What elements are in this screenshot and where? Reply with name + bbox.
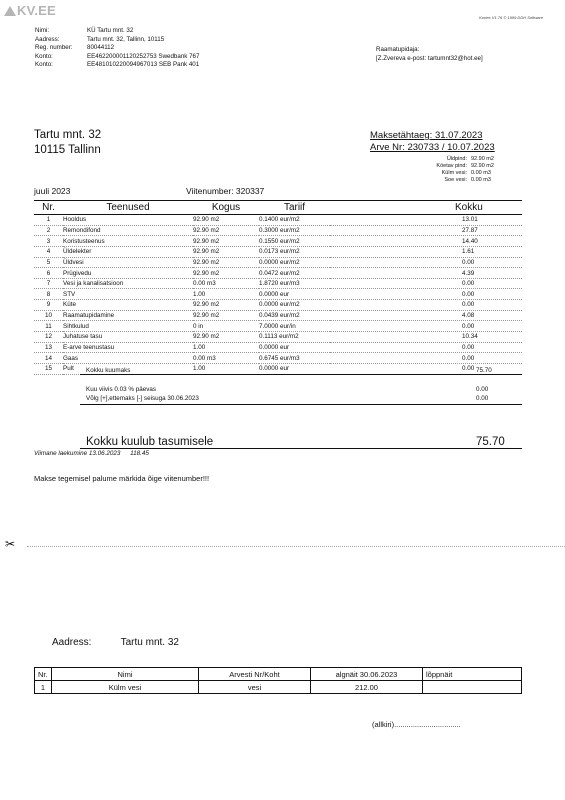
- last-payment-value: 118.45: [130, 450, 149, 457]
- row-qty: 92.90 m2: [193, 300, 259, 311]
- row-nr: 12: [34, 332, 63, 343]
- row-service: Vesi ja kanalisatsioon: [63, 278, 193, 289]
- row-rate-value: 0.1400: [259, 216, 279, 224]
- payer-row: [35, 27, 199, 36]
- payer-row: [35, 53, 199, 62]
- row-total: 4.08: [330, 310, 522, 321]
- row-nr: 15: [34, 363, 63, 374]
- table-row: [34, 236, 522, 247]
- meter-start: 212.00: [311, 681, 423, 694]
- col-nr: Nr.: [34, 201, 63, 215]
- row-rate-value: 0.0000: [259, 290, 279, 298]
- row-rate: [259, 310, 330, 321]
- table-row: [34, 246, 522, 257]
- area-row: [401, 170, 511, 177]
- meter-nr: 1: [35, 681, 52, 694]
- row-total: 1.61: [330, 246, 522, 257]
- row-rate-unit: eur: [280, 365, 290, 373]
- meter-id: vesi: [199, 681, 311, 694]
- row-rate: [259, 246, 330, 257]
- row-rate: [259, 321, 330, 332]
- row-qty: 92.90 m2: [193, 215, 259, 226]
- row-rate-value: 0.3000: [259, 226, 279, 234]
- payer-value: KÜ Tartu mnt. 32: [87, 27, 134, 34]
- row-service: Koristusteenus: [63, 236, 193, 247]
- row-service: Üldelekter: [63, 246, 193, 257]
- area-row: [401, 156, 511, 163]
- row-service: Hooldus: [63, 215, 193, 226]
- monthly-total: [80, 367, 522, 375]
- accountant-title: Raamatupidaja:: [376, 46, 420, 53]
- row-total: 0.00: [330, 342, 522, 353]
- row-service: Raamatupidamine: [63, 310, 193, 321]
- row-total: 0.00: [330, 257, 522, 268]
- penalty-label: Kuu viivis 0.03 % päevas: [86, 386, 157, 393]
- services-table: [34, 200, 522, 375]
- row-service: Prügivedu: [63, 268, 193, 279]
- area-label: Üldpind:: [446, 156, 467, 162]
- row-qty: 92.90 m2: [193, 332, 259, 343]
- payer-label: Nimi:: [35, 27, 50, 34]
- accountant-contact: [Z.Zvereva e-post: tartumnt32@hot.ee]: [376, 54, 483, 62]
- meter-col-nr: Nr.: [35, 668, 52, 681]
- meter-table: [34, 667, 522, 694]
- row-total: 13.01: [330, 215, 522, 226]
- row-rate-value: 0.0000: [259, 301, 279, 309]
- table-row: [34, 257, 522, 268]
- row-total: 4.39: [330, 268, 522, 279]
- row-rate-unit: eur/m2: [280, 248, 300, 256]
- table-header: [34, 201, 522, 215]
- row-rate-value: 0.0000: [259, 344, 279, 351]
- address-line-1: Tartu mnt. 32: [34, 129, 102, 141]
- row-qty: 1.00: [193, 363, 259, 374]
- table-row: [34, 353, 522, 364]
- payer-label: Konto:: [35, 52, 53, 60]
- grand-total-label: Kokku kuulub tasumisele: [86, 436, 214, 448]
- row-total: 0.00: [330, 321, 522, 332]
- row-qty: 92.90 m2: [193, 257, 259, 268]
- meter-col-name: Nimi: [52, 668, 199, 681]
- row-rate: [259, 268, 330, 279]
- row-total: 10.34: [330, 332, 522, 343]
- due-date: Maksetähtaeg: 31.07.2023: [370, 130, 483, 141]
- software-version: Kortex V1.76 © 1999 DDH Software: [479, 15, 543, 20]
- row-total: 0.00: [330, 353, 522, 364]
- row-nr: 7: [34, 278, 63, 289]
- grand-total: [80, 436, 522, 449]
- meter-col-end: lõppnäit: [423, 668, 522, 681]
- area-value: 0.00 m3: [471, 169, 491, 176]
- meter-header: [35, 668, 522, 681]
- area-value: 92.90 m2: [471, 156, 494, 162]
- meter-address-label: Aadress:: [52, 637, 92, 648]
- row-rate: [259, 342, 330, 353]
- payer-value: 80044112: [87, 44, 115, 52]
- row-rate-value: 0.6745: [259, 354, 279, 362]
- row-rate: [259, 236, 330, 247]
- row-total: 0.00: [330, 363, 522, 374]
- col-qty: Kogus: [193, 201, 259, 215]
- row-rate-unit: eur/m2: [280, 269, 300, 277]
- reference-number: Viitenumber: 320337: [186, 186, 265, 196]
- last-payment-label: Viimane laekumine 13.06.2023: [34, 450, 121, 457]
- meter-col-start: algnäit 30.06.2023: [311, 668, 423, 681]
- recipient-address: [34, 128, 101, 157]
- debt-label: Võlg [+],ettemaks [-] seisuga 30.06.2023: [86, 395, 199, 402]
- payer-info: [35, 27, 199, 70]
- area-value: 92.90 m2: [471, 162, 494, 169]
- row-rate-value: 7.0000: [259, 322, 279, 330]
- row-total: 27.87: [330, 225, 522, 236]
- row-qty: 1.00: [193, 289, 259, 300]
- area-row: [401, 177, 511, 184]
- meter-slip-address: [52, 637, 179, 648]
- table-row: [34, 289, 522, 300]
- row-rate-unit: eur/m2: [280, 312, 300, 320]
- row-rate-unit: eur: [280, 344, 290, 351]
- row-qty: 92.90 m2: [193, 225, 259, 236]
- area-summary: [401, 156, 511, 184]
- row-nr: 6: [34, 268, 63, 279]
- row-nr: 9: [34, 300, 63, 311]
- area-label: Külm vesi:: [441, 169, 467, 176]
- row-total: 0.00: [330, 278, 522, 289]
- row-nr: 14: [34, 353, 63, 364]
- row-qty: 0.00 m3: [193, 353, 259, 364]
- row-rate-value: 1.8720: [259, 280, 279, 288]
- row-rate-value: 0.0439: [259, 312, 279, 320]
- row-rate-unit: eur/m3: [280, 354, 300, 362]
- row-total: 0.00: [330, 289, 522, 300]
- row-nr: 2: [34, 225, 63, 236]
- due-info: [370, 130, 504, 153]
- monthly-total-label: Kokku kuumaks: [86, 367, 131, 374]
- row-nr: 8: [34, 289, 63, 300]
- row-rate-value: 0.0000: [259, 365, 279, 373]
- row-service: Remondifond: [63, 225, 193, 236]
- table-row: [34, 215, 522, 226]
- grand-total-value: 75.70: [476, 436, 505, 448]
- scissors-icon: ✂: [5, 537, 16, 551]
- table-row: [34, 268, 522, 279]
- meter-col-meter: Arvesti Nr/Koht: [199, 668, 311, 681]
- billing-period: juuli 2023: [34, 186, 71, 196]
- row-rate: [259, 257, 330, 268]
- col-total: Kokku: [330, 201, 522, 215]
- row-rate: [259, 289, 330, 300]
- table-row: [34, 321, 522, 332]
- row-rate-unit: eur/m2: [280, 226, 300, 234]
- meter-end-input[interactable]: [423, 681, 522, 694]
- last-payment: [34, 450, 149, 457]
- row-service: STV: [63, 289, 193, 300]
- table-row: [34, 278, 522, 289]
- payer-row: [35, 36, 199, 45]
- accountant-info: [376, 46, 483, 63]
- row-service: Üldvesi: [63, 257, 193, 268]
- row-service: Küte: [63, 300, 193, 311]
- payer-label: Konto:: [35, 61, 53, 69]
- row-rate-value: 0.1550: [259, 237, 279, 245]
- payer-row: [35, 44, 199, 53]
- row-rate-value: 0.0173: [259, 248, 279, 256]
- penalty-value: 0.00: [476, 386, 489, 393]
- area-label: Köetav pind:: [436, 162, 467, 169]
- row-total: 0.00: [330, 300, 522, 311]
- row-rate-unit: eur/m2: [280, 216, 300, 224]
- payer-label: Aadress:: [35, 35, 60, 43]
- row-qty: 92.90 m2: [193, 268, 259, 279]
- area-value: 0.00 m3: [471, 176, 491, 183]
- row-rate: [259, 225, 330, 236]
- payment-note: Makse tegemisel palume märkida õige viitenumber!!!: [34, 474, 210, 483]
- row-rate: [259, 278, 330, 289]
- col-rate: Tariif: [259, 201, 330, 215]
- row-nr: 10: [34, 310, 63, 321]
- row-qty: 92.90 m2: [193, 236, 259, 247]
- row-qty: 0.00 m3: [193, 278, 259, 289]
- penalty-row: [80, 386, 522, 395]
- row-service: Pult: [63, 363, 193, 374]
- row-rate-unit: eur/in: [280, 322, 296, 330]
- table-row: [34, 300, 522, 311]
- meter-name: Külm vesi: [52, 681, 199, 694]
- dotted-divider: [27, 546, 565, 547]
- row-rate-value: 0.0472: [259, 269, 279, 277]
- cut-line: [0, 537, 565, 551]
- row-qty: 92.90 m2: [193, 246, 259, 257]
- row-rate-unit: eur/m2: [280, 258, 300, 266]
- row-rate-unit: eur: [280, 290, 290, 298]
- debt-row: [80, 395, 522, 405]
- monthly-total-value: 75.70: [476, 367, 492, 374]
- row-service: Sihtkulud: [63, 321, 193, 332]
- row-total: 14.40: [330, 236, 522, 247]
- table-row: [34, 332, 522, 343]
- row-qty: 92.90 m2: [193, 310, 259, 321]
- row-rate-unit: eur/m3: [280, 280, 300, 288]
- meter-address-value: Tartu mnt. 32: [120, 637, 179, 648]
- row-nr: 1: [34, 215, 63, 226]
- row-rate-unit: eur/m2: [279, 333, 299, 341]
- area-label: Soe vesi:: [444, 176, 467, 183]
- payer-label: Reg. number:: [35, 44, 73, 52]
- row-service: Juhatuse tasu: [63, 332, 193, 343]
- row-qty: 0 in: [193, 321, 259, 332]
- table-row: [34, 342, 522, 353]
- payer-row: [35, 61, 199, 70]
- area-row: [401, 163, 511, 170]
- row-rate-unit: eur/m2: [280, 301, 300, 309]
- row-nr: 13: [34, 342, 63, 353]
- row-rate: [259, 353, 330, 364]
- row-service: E-arve teenustasu: [63, 342, 193, 353]
- table-row: [34, 225, 522, 236]
- row-rate-unit: eur/m2: [280, 237, 300, 245]
- row-qty: 1.00: [193, 342, 259, 353]
- row-rate-value: 0.0000: [259, 258, 279, 266]
- kv-logo: KV.EE: [4, 3, 56, 18]
- table-row: [34, 310, 522, 321]
- row-rate: [259, 215, 330, 226]
- debt-value: 0.00: [476, 395, 489, 402]
- house-icon: [4, 6, 16, 16]
- row-nr: 11: [34, 321, 63, 332]
- row-rate: [259, 332, 330, 343]
- row-rate: [259, 300, 330, 311]
- invoice-number: Arve Nr: 230733 / 10.07.2023: [370, 141, 495, 153]
- col-service: Teenused: [63, 201, 193, 215]
- row-nr: 3: [34, 236, 63, 247]
- payer-value: EE481010220094967013 SEB Pank 401: [87, 61, 200, 69]
- address-line-2: 10115 Tallinn: [34, 143, 101, 156]
- payer-value: EE462200001120252753 Swedbank 767: [87, 52, 200, 60]
- row-rate-value: 0.1113: [259, 333, 278, 341]
- signature-line: (allkiri)................................: [372, 720, 461, 729]
- row-service: Gaas: [63, 353, 193, 364]
- row-nr: 5: [34, 257, 63, 268]
- payer-value: Tartu mnt. 32, Tallinn, 10115: [87, 35, 165, 43]
- row-nr: 4: [34, 246, 63, 257]
- meter-row: [35, 681, 522, 694]
